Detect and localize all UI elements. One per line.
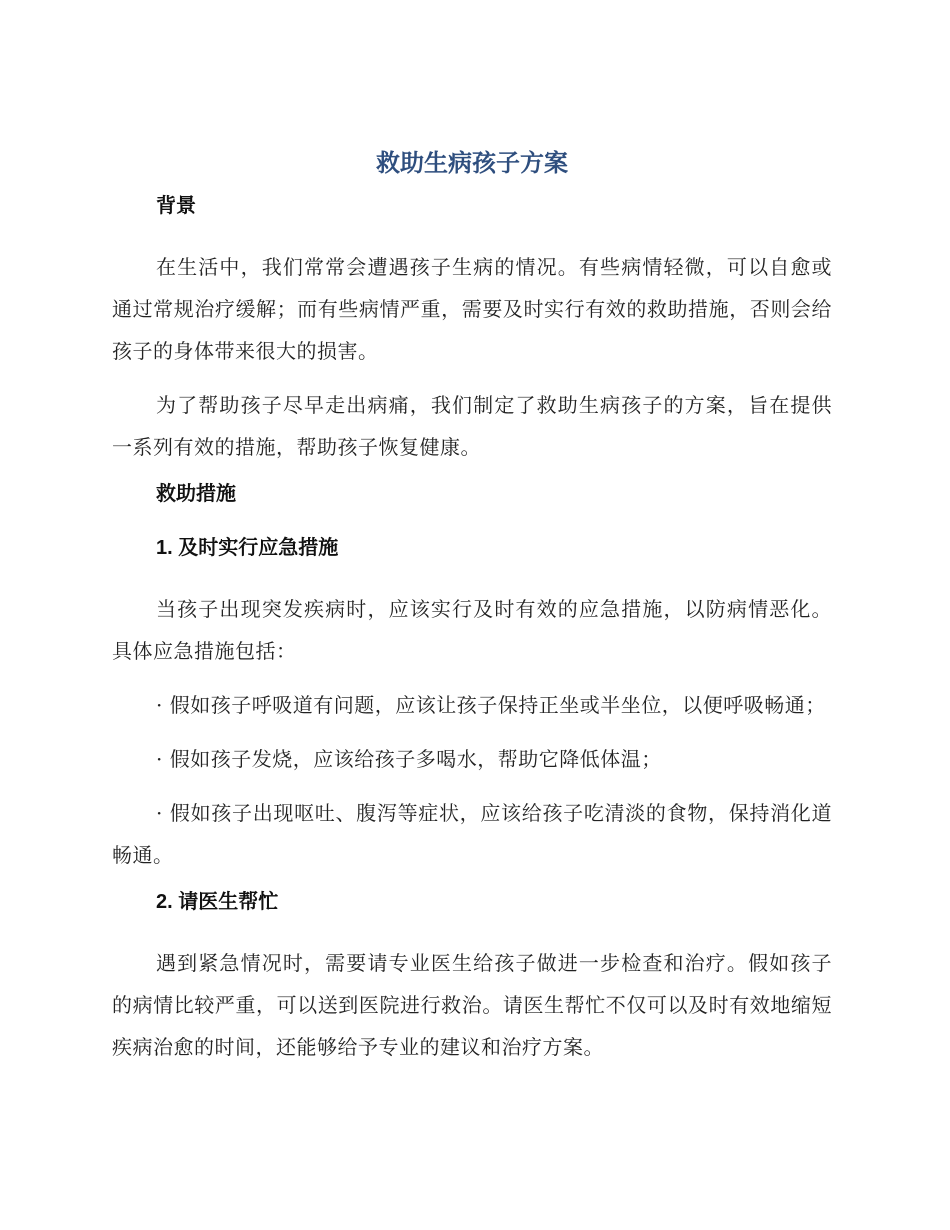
background-paragraph-1: 在生活中，我们常常会遭遇孩子生病的情况。有些病情轻微，可以自愈或通过常规治疗缓解；而有些病情严重，需要及时实行有效的救助措施，否则会给孩子的身体带来很大的损害。	[112, 255, 832, 363]
emergency-paragraph: 当孩子出现突发疾病时，应该实行及时有效的应急措施，以防病情恶化。具体应急措施包括：	[112, 597, 832, 663]
section-heading-doctor: 2. 请医生帮忙	[156, 891, 279, 913]
section-heading-measures: 救助措施	[156, 483, 236, 505]
document-content	[112, 148, 832, 1080]
emergency-bullet-breathing: · 假如孩子呼吸道有问题，应该让孩子保持正坐或半坐位，以便呼吸畅通；	[156, 693, 826, 717]
doctor-paragraph: 遇到紧急情况时，需要请专业医生给孩子做进一步检查和治疗。假如孩子的病情比较严重，可以送到医院进行救治。请医生帮忙不仅可以及时有效地缩短疾病治愈的时间，还能够给予专业的建议和治疗方案。	[112, 951, 832, 1059]
section-heading-emergency: 1. 及时实行应急措施	[156, 537, 339, 559]
background-paragraph-2: 为了帮助孩子尽早走出病痛，我们制定了救助生病孩子的方案，旨在提供一系列有效的措施，帮助孩子恢复健康。	[112, 393, 832, 459]
section-heading-background: 背景	[156, 195, 196, 217]
emergency-bullet-vomiting: · 假如孩子出现呕吐、腹泻等症状，应该给孩子吃清淡的食物，保持消化道畅通。	[112, 801, 832, 867]
page-title: 救助生病孩子方案	[376, 150, 568, 177]
emergency-bullet-fever: · 假如孩子发烧，应该给孩子多喝水，帮助它降低体温；	[156, 747, 662, 771]
